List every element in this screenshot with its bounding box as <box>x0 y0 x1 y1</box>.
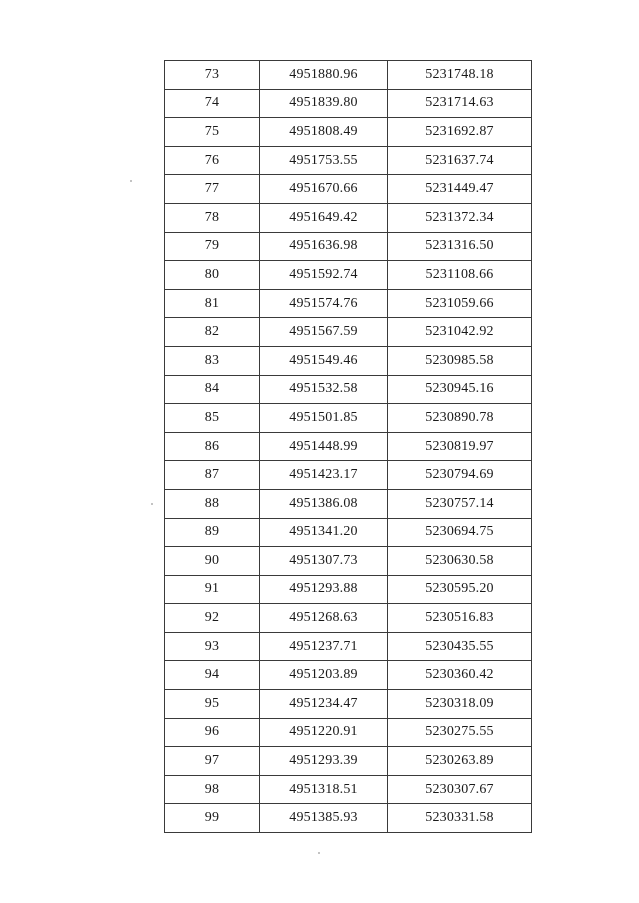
y-coordinate: 5231748.18 <box>388 61 532 90</box>
table-row <box>165 604 532 633</box>
point-number: 76 <box>165 146 260 175</box>
table-row <box>165 118 532 147</box>
table-row <box>165 661 532 690</box>
y-coordinate: 5231316.50 <box>388 232 532 261</box>
point-number: 96 <box>165 718 260 747</box>
table-row <box>165 175 532 204</box>
table-row <box>165 575 532 604</box>
point-number: 75 <box>165 118 260 147</box>
table-row <box>165 547 532 576</box>
coordinate-table-body <box>165 61 532 833</box>
y-coordinate: 5231714.63 <box>388 89 532 118</box>
x-coordinate: 4951753.55 <box>260 146 388 175</box>
table-row <box>165 632 532 661</box>
x-coordinate: 4951203.89 <box>260 661 388 690</box>
x-coordinate: 4951318.51 <box>260 775 388 804</box>
point-number: 99 <box>165 804 260 833</box>
point-number: 88 <box>165 489 260 518</box>
point-number: 81 <box>165 289 260 318</box>
table-row <box>165 89 532 118</box>
point-number: 95 <box>165 690 260 719</box>
y-coordinate: 5230757.14 <box>388 489 532 518</box>
x-coordinate: 4951220.91 <box>260 718 388 747</box>
x-coordinate: 4951501.85 <box>260 404 388 433</box>
x-coordinate: 4951574.76 <box>260 289 388 318</box>
x-coordinate: 4951808.49 <box>260 118 388 147</box>
y-coordinate: 5230694.75 <box>388 518 532 547</box>
x-coordinate: 4951268.63 <box>260 604 388 633</box>
table-row <box>165 432 532 461</box>
x-coordinate: 4951532.58 <box>260 375 388 404</box>
y-coordinate: 5230275.55 <box>388 718 532 747</box>
x-coordinate: 4951237.71 <box>260 632 388 661</box>
table-row <box>165 461 532 490</box>
scan-speck <box>318 852 320 854</box>
y-coordinate: 5230985.58 <box>388 346 532 375</box>
y-coordinate: 5231692.87 <box>388 118 532 147</box>
y-coordinate: 5230318.09 <box>388 690 532 719</box>
x-coordinate: 4951549.46 <box>260 346 388 375</box>
y-coordinate: 5230307.67 <box>388 775 532 804</box>
y-coordinate: 5230595.20 <box>388 575 532 604</box>
y-coordinate: 5230819.97 <box>388 432 532 461</box>
scan-speck <box>130 180 132 182</box>
x-coordinate: 4951839.80 <box>260 89 388 118</box>
y-coordinate: 5230263.89 <box>388 747 532 776</box>
table-row <box>165 346 532 375</box>
point-number: 91 <box>165 575 260 604</box>
point-number: 86 <box>165 432 260 461</box>
x-coordinate: 4951234.47 <box>260 690 388 719</box>
x-coordinate: 4951880.96 <box>260 61 388 90</box>
table-row <box>165 203 532 232</box>
table-row <box>165 718 532 747</box>
x-coordinate: 4951592.74 <box>260 261 388 290</box>
x-coordinate: 4951386.08 <box>260 489 388 518</box>
x-coordinate: 4951567.59 <box>260 318 388 347</box>
y-coordinate: 5231059.66 <box>388 289 532 318</box>
point-number: 73 <box>165 61 260 90</box>
point-number: 92 <box>165 604 260 633</box>
table-row <box>165 318 532 347</box>
y-coordinate: 5230516.83 <box>388 604 532 633</box>
table-row <box>165 775 532 804</box>
y-coordinate: 5230945.16 <box>388 375 532 404</box>
table-row <box>165 261 532 290</box>
x-coordinate: 4951293.88 <box>260 575 388 604</box>
y-coordinate: 5231449.47 <box>388 175 532 204</box>
table-row <box>165 518 532 547</box>
y-coordinate: 5230630.58 <box>388 547 532 576</box>
point-number: 79 <box>165 232 260 261</box>
point-number: 90 <box>165 547 260 576</box>
y-coordinate: 5230331.58 <box>388 804 532 833</box>
point-number: 97 <box>165 747 260 776</box>
table-row <box>165 404 532 433</box>
point-number: 89 <box>165 518 260 547</box>
point-number: 77 <box>165 175 260 204</box>
x-coordinate: 4951636.98 <box>260 232 388 261</box>
table-row <box>165 375 532 404</box>
point-number: 93 <box>165 632 260 661</box>
y-coordinate: 5231637.74 <box>388 146 532 175</box>
y-coordinate: 5230794.69 <box>388 461 532 490</box>
point-number: 82 <box>165 318 260 347</box>
point-number: 74 <box>165 89 260 118</box>
point-number: 84 <box>165 375 260 404</box>
table-row <box>165 232 532 261</box>
y-coordinate: 5230890.78 <box>388 404 532 433</box>
x-coordinate: 4951423.17 <box>260 461 388 490</box>
y-coordinate: 5230435.55 <box>388 632 532 661</box>
y-coordinate: 5231042.92 <box>388 318 532 347</box>
table-row <box>165 804 532 833</box>
point-number: 78 <box>165 203 260 232</box>
point-number: 83 <box>165 346 260 375</box>
table-row <box>165 61 532 90</box>
point-number: 80 <box>165 261 260 290</box>
x-coordinate: 4951385.93 <box>260 804 388 833</box>
x-coordinate: 4951293.39 <box>260 747 388 776</box>
table-row <box>165 146 532 175</box>
table-row <box>165 690 532 719</box>
point-number: 98 <box>165 775 260 804</box>
table-row <box>165 289 532 318</box>
y-coordinate: 5231372.34 <box>388 203 532 232</box>
y-coordinate: 5230360.42 <box>388 661 532 690</box>
x-coordinate: 4951670.66 <box>260 175 388 204</box>
point-number: 94 <box>165 661 260 690</box>
x-coordinate: 4951341.20 <box>260 518 388 547</box>
x-coordinate: 4951448.99 <box>260 432 388 461</box>
x-coordinate: 4951649.42 <box>260 203 388 232</box>
table-row <box>165 489 532 518</box>
scan-speck <box>151 503 153 505</box>
y-coordinate: 5231108.66 <box>388 261 532 290</box>
coordinate-table <box>164 60 532 833</box>
table-row <box>165 747 532 776</box>
point-number: 87 <box>165 461 260 490</box>
point-number: 85 <box>165 404 260 433</box>
x-coordinate: 4951307.73 <box>260 547 388 576</box>
